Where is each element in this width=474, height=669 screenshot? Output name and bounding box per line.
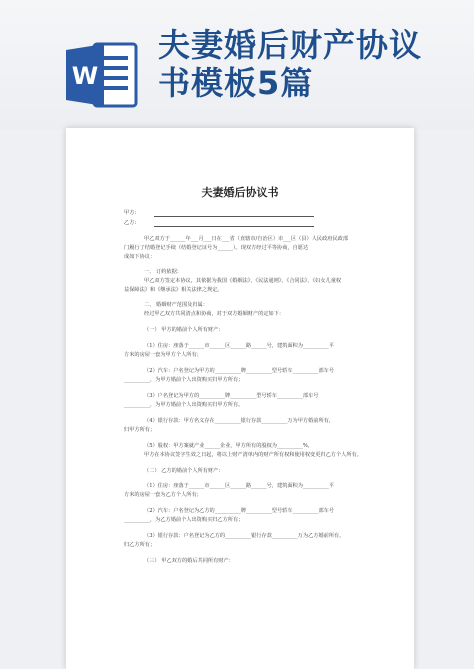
document-line: 甲乙双方签定本协议，其依据为我国《婚姻法》、《民法通则》、《合同法》、《妇女儿童权: [144, 278, 342, 284]
document-line: （5）股权：甲方案就产业______企业，甲方所有的股权为__________%，: [144, 443, 314, 449]
document-line: 归乙方所有；: [124, 542, 156, 548]
document-line: （3）银行存款：户名登记为乙方的__________银行存款__________万为乙方婚前所有，: [144, 533, 345, 539]
document-line: （2）汽车：户名登记为乙方的__________牌__________型号轿车__________部车号: [144, 508, 335, 514]
document-line: 一、 订约依据：: [144, 269, 182, 275]
document-line: __________，为乙方婚前个人出资购买归乙方所有；: [124, 517, 244, 523]
word-icon-letter: W: [71, 62, 99, 90]
banner-title: [158, 26, 458, 102]
party-name-underline: [154, 216, 314, 217]
document-line: 乙方:: [124, 220, 137, 226]
document-line: 甲乙双方于______年___月___日在___省（直辖市/自治区）市___区（县）人民政府民政部: [144, 236, 349, 242]
document-line: 经过甲乙双方共同清点和协商，对于双方婚姻财产的定如下：: [144, 311, 285, 317]
document-line: （三） 甲乙双方的婚后共同所有财产：: [144, 558, 234, 564]
document-line: 归甲方所有；: [124, 427, 156, 433]
document-line: 益保障法》和《继承法》相关法律之规定。: [124, 287, 223, 293]
document-line: 成如下协议：: [124, 254, 156, 260]
document-line: （1）住房：座落于______市______区______路______号，建筑面积为__________平: [144, 483, 335, 489]
document-line: （3）户名登记为甲方的__________牌__________型号轿车__________部车号: [144, 393, 319, 399]
document-title: 夫妻婚后协议书: [201, 186, 279, 199]
banner-title-line2: 书模板5篇: [158, 64, 314, 102]
document-line: __________，为甲方婚前个人出资购买归甲方所有。: [124, 402, 244, 408]
document-line: （2）汽车：户名登记为甲方的__________牌__________型号轿车__________部车号: [144, 368, 335, 374]
word-document-icon: [64, 40, 140, 110]
document-line: 甲方:: [124, 210, 137, 216]
document-line: （4）银行存款：甲方名义存在__________银行存款__________万为甲方婚前所有，: [144, 418, 335, 424]
document-line: 门履行了结婚登记手续（结婚登记证号为______）。现双方经过平等协商，自愿达: [124, 245, 309, 251]
document-line: 方米的房屋一套为乙方个人所有；: [124, 492, 202, 498]
document-line: （一） 甲方的婚前个人所有财产：: [144, 327, 224, 333]
document-page: [66, 128, 414, 669]
header-banner: [0, 0, 474, 130]
document-line: 甲方在本协议签字生效之日起，将以上财产清单内的财产所有权和使用权变更归乙方个人所有。: [144, 452, 362, 458]
document-line: 方米的房屋一套为甲方个人所有；: [124, 352, 202, 358]
banner-title-line1: 夫妻婚后财产协议: [158, 26, 423, 64]
document-line: （二） 乙方的婚前个人所有财产：: [144, 468, 224, 474]
document-line: （1）住房：座落于______市______区______路______号，建筑面积为__________平: [144, 343, 335, 349]
document-line: __________，为甲方婚前个人出资购买归甲方所有；: [124, 377, 244, 383]
party-name-underline: [154, 226, 314, 227]
document-line: 二、 婚姻财产范围及归属：: [144, 302, 208, 308]
